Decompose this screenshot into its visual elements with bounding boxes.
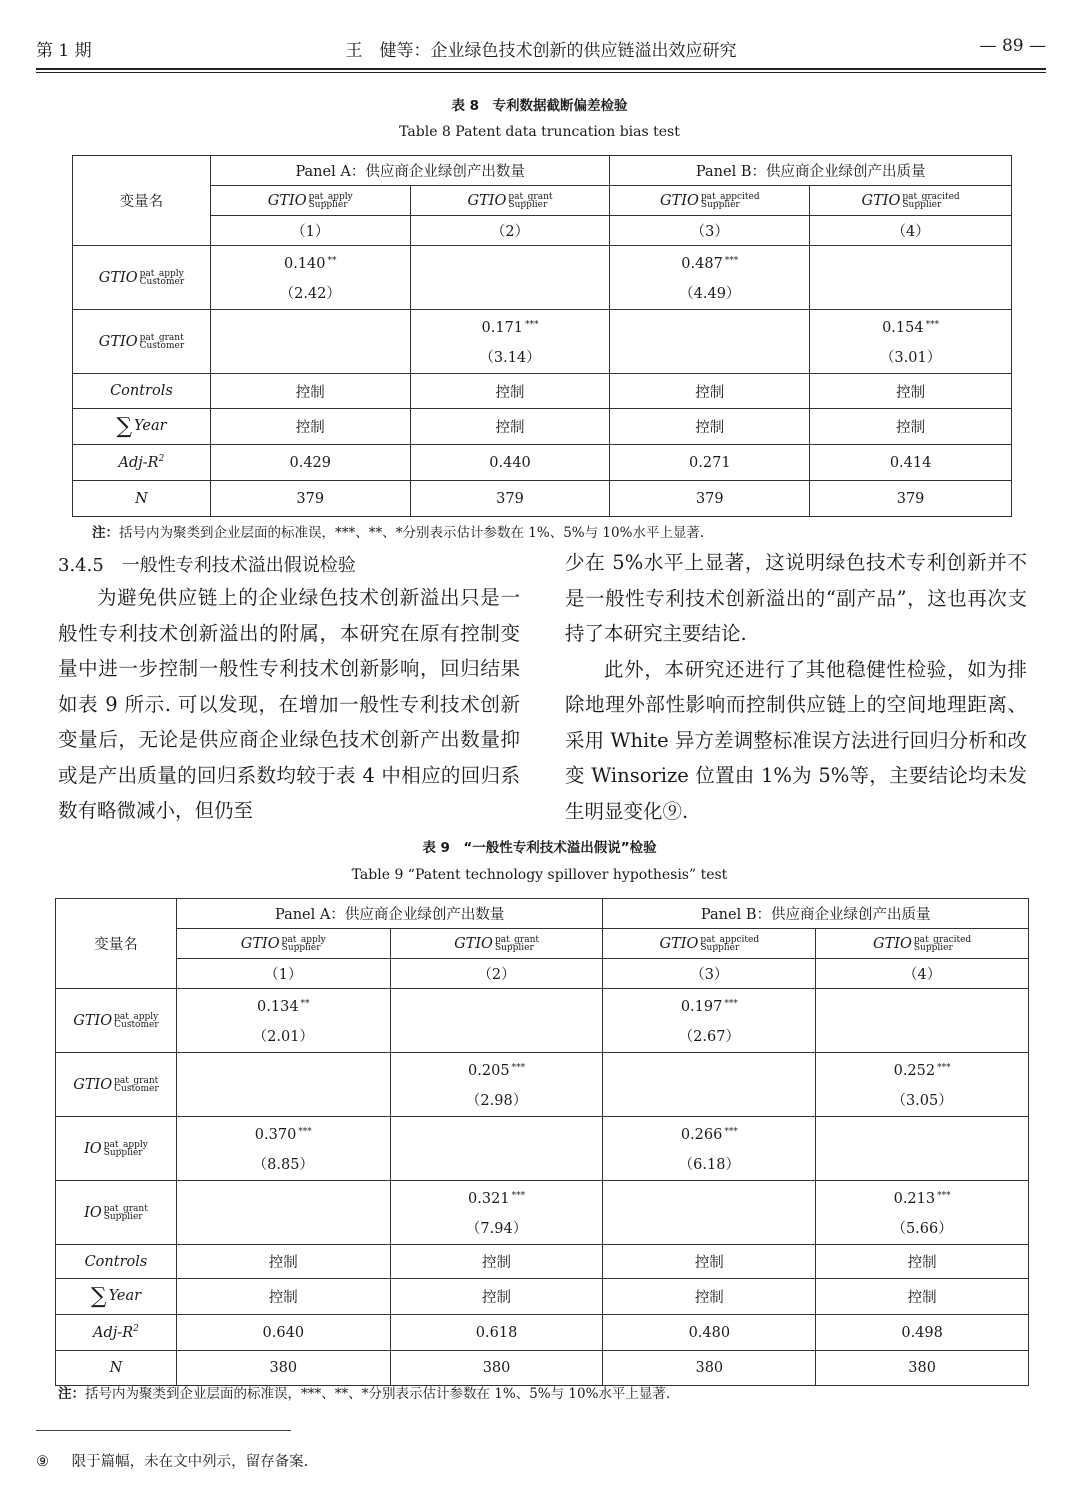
row-label: Controls	[73, 374, 211, 409]
row-label: Adj-$R^2$	[73, 445, 211, 481]
cell: 控制	[603, 1245, 816, 1279]
cell: 0.640	[176, 1315, 390, 1351]
cell	[603, 1181, 816, 1245]
table9	[55, 898, 1029, 1386]
col-num-1: （1）	[210, 216, 410, 246]
page-number: — 89 —	[979, 36, 1046, 56]
cell	[610, 310, 810, 374]
row-label: GTIO pat_grant Customer	[56, 1053, 177, 1117]
cell: 0.205 *** （2.98）	[390, 1053, 603, 1117]
table-row	[73, 409, 1012, 445]
cell	[210, 310, 410, 374]
issue-number: 第 1 期	[36, 41, 92, 61]
table-row	[73, 445, 1012, 481]
header-rule-thin	[36, 72, 1046, 73]
cell: 379	[610, 481, 810, 517]
row-label: N	[56, 1351, 177, 1386]
table9-caption-cn: 表 9 “一般性专利技术溢出假说”检验	[422, 840, 657, 856]
footnote-mark: ⑨	[36, 1454, 49, 1470]
cell: 控制	[176, 1245, 390, 1279]
cell: 控制	[603, 1279, 816, 1315]
section-heading: 3.4.5 一般性专利技术溢出假说检验	[58, 555, 356, 576]
cell: 0.440	[410, 445, 610, 481]
row-label: GTIO pat_grant Customer	[73, 310, 211, 374]
cell: 0.414	[810, 445, 1012, 481]
cell: 0.480	[603, 1315, 816, 1351]
cell: 控制	[610, 374, 810, 409]
footnote	[36, 1450, 308, 1471]
right-column	[565, 545, 1027, 829]
right-paragraph-2: 此外，本研究还进行了其他稳健性检验，如为排除地理外部性影响而控制供应链上的空间地理距离、采用 White 异方差调整标准误方法进行回归分析和改变 Winsorize 位置由 1%为 5%等，主要结论均未发生明显变化⑨.	[565, 657, 1027, 823]
running-title: 王 健等：企业绿色技术创新的供应链溢出效应研究	[345, 41, 737, 61]
cell: 0.134 ** （2.01）	[176, 989, 390, 1053]
table-row	[56, 1315, 1029, 1351]
cell: 0.498	[816, 1315, 1029, 1351]
table-row	[73, 481, 1012, 517]
cell: 控制	[390, 1279, 603, 1315]
cell: 控制	[210, 374, 410, 409]
cell: 380	[603, 1351, 816, 1386]
row-label: Adj-$R^2$	[56, 1315, 177, 1351]
table-row	[56, 989, 1029, 1053]
cell: 380	[390, 1351, 603, 1386]
row-label: GTIO pat_apply Customer	[56, 989, 177, 1053]
cell: 0.487 *** （4.49）	[610, 246, 810, 310]
row-label: Controls	[56, 1245, 177, 1279]
left-column-paragraph: 为避免供应链上的企业绿色技术创新溢出只是一般性专利技术创新溢出的附属，本研究在原有控制变量中进一步控制一般性专利技术创新影响，回归结果如表 9 所示. 可以发现，在增加一般性专利技术创新变量后，无论是供应商企业绿色技术创新产出数量抑或是产出质量的回归系数均较于表 4 中相应的回归系数有略微减小，但仍至	[58, 586, 520, 822]
right-paragraph-1: 少在 5%水平上显著，这说明绿色技术专利创新并不是一般性专利技术创新溢出的“副产品”，这也再次支持了本研究主要结论.	[565, 551, 1027, 645]
cell: 0.321 *** （7.94）	[390, 1181, 603, 1245]
cell: 0.252 *** （3.05）	[816, 1053, 1029, 1117]
table-row	[73, 246, 1012, 310]
cell	[176, 1053, 390, 1117]
col-num-2: （2）	[390, 959, 603, 989]
cell: 380	[816, 1351, 1029, 1386]
cell: 控制	[410, 409, 610, 445]
col-num-1: （1）	[176, 959, 390, 989]
row-label: N	[73, 481, 211, 517]
cell	[410, 246, 610, 310]
dep-var-1: GTIO pat_apply Supplier	[176, 929, 390, 959]
varname-header: 变量名	[73, 156, 211, 246]
cell: 0.271	[610, 445, 810, 481]
footnote-text: 限于篇幅，未在文中列示，留存备案.	[71, 1454, 309, 1470]
table8-note: 注：括号内为聚类到企业层面的标准误，***、**、*分别表示估计参数在 1%、5%与 10%水平上显著.	[92, 525, 705, 541]
col-num-4: （4）	[810, 216, 1012, 246]
cell: 379	[210, 481, 410, 517]
table9-note: 注：括号内为聚类到企业层面的标准误，***、**、*分别表示估计参数在 1%、5%与 10%水平上显著.	[58, 1386, 671, 1402]
dep-var-3: GTIO pat_appcited Supplier	[610, 186, 810, 216]
col-num-4: （4）	[816, 959, 1029, 989]
row-label: ∑ Year	[56, 1279, 177, 1315]
row-label: IO pat_apply Supplier	[56, 1117, 177, 1181]
cell: 控制	[210, 409, 410, 445]
panel-a-header: Panel A：供应商企业绿创产出数量	[176, 899, 603, 929]
cell: 控制	[816, 1245, 1029, 1279]
cell	[390, 1117, 603, 1181]
cell: 控制	[810, 409, 1012, 445]
dep-var-3: GTIO pat_appcited Supplier	[603, 929, 816, 959]
row-label: GTIO pat_apply Customer	[73, 246, 211, 310]
cell: 0.429	[210, 445, 410, 481]
cell: 0.213 *** （5.66）	[816, 1181, 1029, 1245]
panel-b-header: Panel B：供应商企业绿创产出质量	[603, 899, 1029, 929]
table-row	[56, 1351, 1029, 1386]
cell	[603, 1053, 816, 1117]
cell: 0.370 *** （8.85）	[176, 1117, 390, 1181]
cell: 379	[410, 481, 610, 517]
table-row	[56, 1053, 1029, 1117]
col-num-3: （3）	[610, 216, 810, 246]
cell: 控制	[410, 374, 610, 409]
row-label: IO pat_grant Supplier	[56, 1181, 177, 1245]
col-num-3: （3）	[603, 959, 816, 989]
cell	[816, 989, 1029, 1053]
cell: 控制	[810, 374, 1012, 409]
panel-a-header: Panel A：供应商企业绿创产出数量	[210, 156, 610, 186]
varname-header: 变量名	[56, 899, 177, 989]
dep-var-2: GTIO pat_grant Supplier	[410, 186, 610, 216]
table-row	[73, 310, 1012, 374]
cell	[810, 246, 1012, 310]
cell: 379	[810, 481, 1012, 517]
cell: 0.171 *** （3.14）	[410, 310, 610, 374]
table-row	[56, 1279, 1029, 1315]
dep-var-4: GTIO pat_gracited Supplier	[810, 186, 1012, 216]
cell: 控制	[610, 409, 810, 445]
table8-caption-cn: 表 8 专利数据截断偏差检验	[451, 98, 628, 114]
cell: 控制	[176, 1279, 390, 1315]
panel-b-header: Panel B：供应商企业绿创产出质量	[610, 156, 1012, 186]
dep-var-4: GTIO pat_gracited Supplier	[816, 929, 1029, 959]
dep-var-1: GTIO pat_apply Supplier	[210, 186, 410, 216]
table-row	[56, 1117, 1029, 1181]
table9-caption-en: Table 9 “Patent technology spillover hypothesis” test	[351, 867, 728, 883]
cell: 控制	[390, 1245, 603, 1279]
cell	[816, 1117, 1029, 1181]
cell: 0.140 ** （2.42）	[210, 246, 410, 310]
table-row	[56, 1245, 1029, 1279]
cell: 0.618	[390, 1315, 603, 1351]
header-rule	[36, 68, 1046, 70]
table-row	[73, 374, 1012, 409]
row-label: ∑ Year	[73, 409, 211, 445]
dep-var-2: GTIO pat_grant Supplier	[390, 929, 603, 959]
col-num-2: （2）	[410, 216, 610, 246]
table8-caption-en: Table 8 Patent data truncation bias test	[399, 124, 680, 140]
footnote-rule	[36, 1430, 291, 1431]
cell	[390, 989, 603, 1053]
running-header	[36, 36, 1046, 70]
cell	[176, 1181, 390, 1245]
cell: 0.154 *** （3.01）	[810, 310, 1012, 374]
table8	[72, 155, 1012, 517]
cell: 380	[176, 1351, 390, 1386]
table-row	[56, 1181, 1029, 1245]
cell: 0.197 *** （2.67）	[603, 989, 816, 1053]
cell: 控制	[816, 1279, 1029, 1315]
cell: 0.266 *** （6.18）	[603, 1117, 816, 1181]
